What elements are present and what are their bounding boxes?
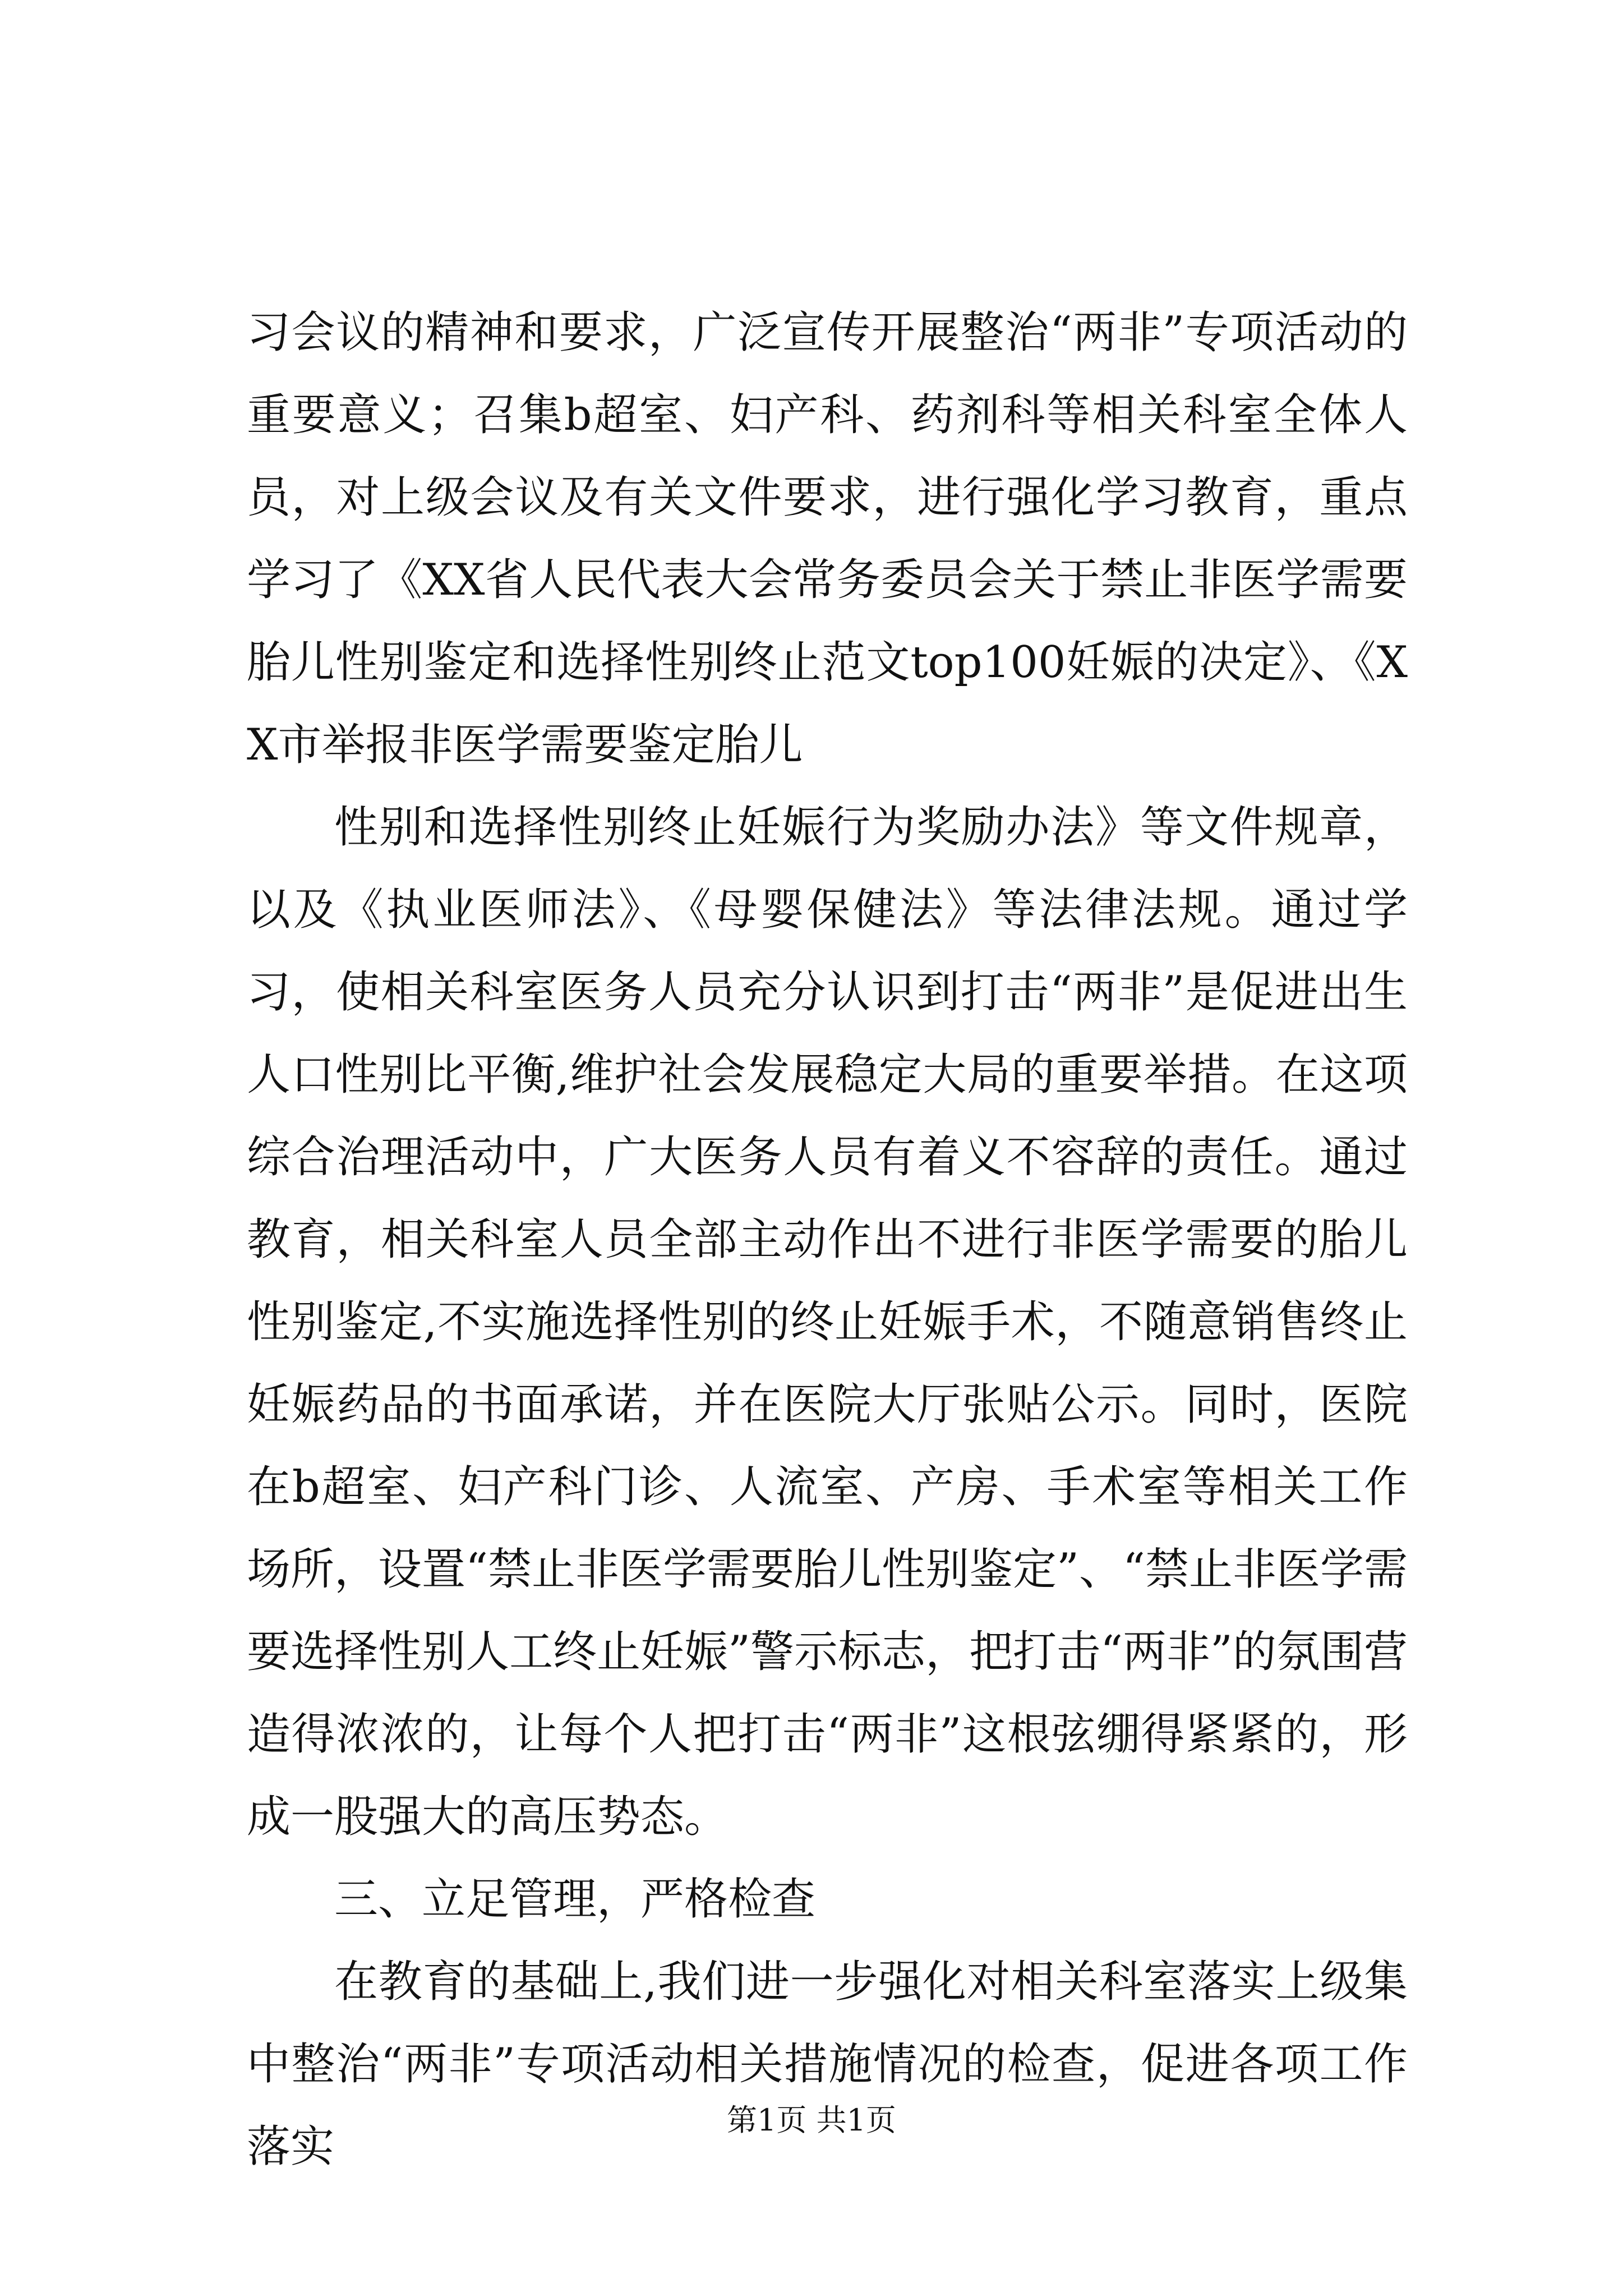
- paragraph-2: 性别和选择性别终止妊娠行为奖励办法》等文件规章，以及《执业医师法》、《母婴保健法》等法律法规。通过学习，使相关科室医务人员充分认识到打击“两非”是促进出生人口性别比平衡,维护社会发展稳定大局的重要举措。在这项综合治理活动中，广大医务人员有着义不容辞的责任。通过教育，相关科室人员全部主动作出不进行非医学需要的胎儿性别鉴定,不实施选择性别的终止妊娠手术，不随意销售终止妊娠药品的书面承诺，并在医院大厅张贴公示。同时，医院在b超室、妇产科门诊、人流室、产房、手术室等相关工作场所，设置“禁止非医学需要胎儿性别鉴定”、“禁止非医学需要选择性别人工终止妊娠”警示标志，把打击“两非”的氛围营造得浓浓的，让每个人把打击“两非”这根弦绷得紧紧的，形成一股强大的高压势态。: [247, 802, 1408, 1842]
- page-footer: 第1页 共1页: [727, 2102, 896, 2138]
- section-heading: 三、立足管理，严格检查: [334, 1874, 816, 1925]
- paragraph-1: 习会议的精神和要求，广泛宣传开展整治“两非”专项活动的重要意义；召集b超室、妇产科、药剂科等相关科室全体人员，对上级会议及有关文件要求，进行强化学习教育，重点学习了《XX省人民代表大会常务委员会关于禁止非医学需要胎儿性别鉴定和选择性别终止范文top100妊娠的决定》、《XX市举报非医学需要鉴定胎儿: [247, 307, 1408, 770]
- document-body: [247, 292, 1408, 2188]
- paragraph-3: 在教育的基础上,我们进一步强化对相关科室落实上级集中整治“两非”专项活动相关措施情况的检查，促进各项工作落实: [247, 1957, 1408, 2172]
